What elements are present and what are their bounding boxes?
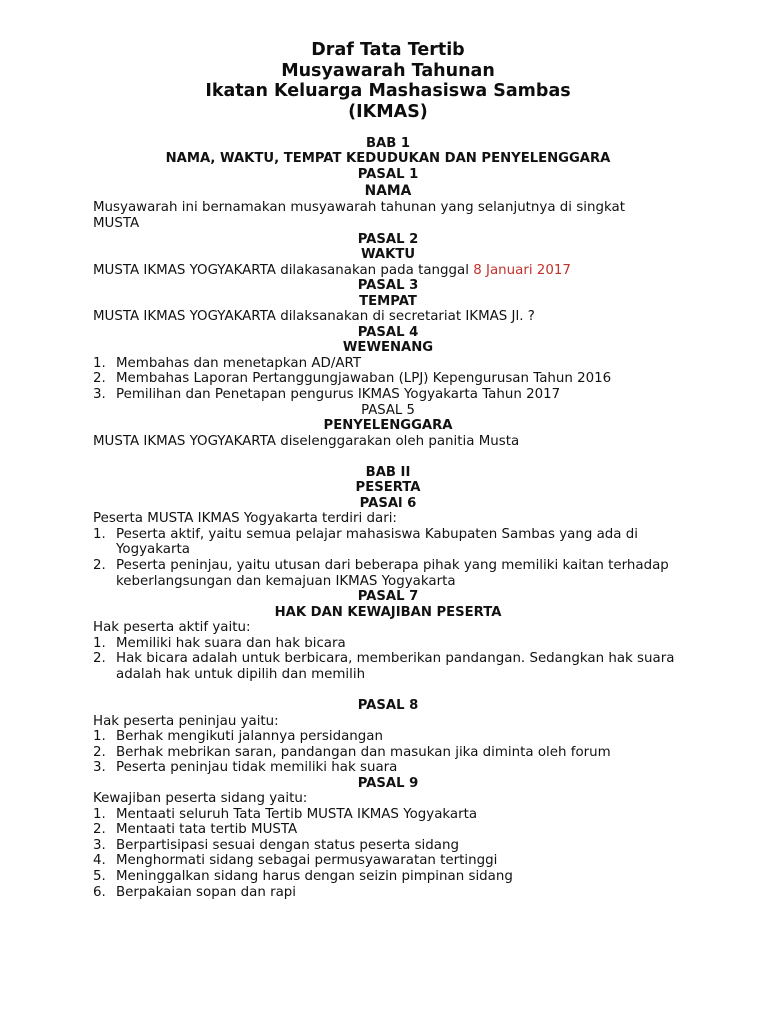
list-item <box>93 527 683 558</box>
pasal-7 <box>93 589 683 682</box>
list-item <box>93 387 683 403</box>
list-text: Memiliki hak suara dan hak bicara <box>116 635 346 651</box>
pasal-3-body: MUSTA IKMAS YOGYAKARTA dilaksanakan di secretariat IKMAS Jl. ? <box>93 309 535 325</box>
list-number: 2. <box>93 371 106 387</box>
pasal-1-body-line-1: Musyawarah ini bernamakan musyawarah tahunan yang selanjutnya di singkat <box>93 200 625 216</box>
pasal-2-body-text: MUSTA IKMAS YOGYAKARTA dilakasanakan pada tanggal <box>93 262 474 278</box>
title-line-2: Musyawarah Tahunan <box>281 60 495 81</box>
list-item <box>93 729 683 745</box>
pasal-2 <box>93 232 683 279</box>
pasal-5 <box>93 403 683 450</box>
pasal-2-body <box>93 263 683 279</box>
list-text: Berhak mebrikan saran, pandangan dan masukan jika diminta oleh forum <box>116 744 611 760</box>
list-item <box>93 651 683 682</box>
list-number: 2. <box>93 558 106 574</box>
pasal-7-label: PASAL 7 <box>357 589 419 605</box>
bab-1-label: BAB 1 <box>365 135 411 151</box>
list-number: 1. <box>93 806 106 822</box>
pasal-8-intro: Hak peserta peninjau yaitu: <box>93 713 279 729</box>
title-line-1: Draf Tata Tertib <box>311 40 465 60</box>
document-page <box>93 40 683 900</box>
list-number: 6. <box>93 884 106 900</box>
pasal-2-label: PASAL 2 <box>357 231 419 247</box>
list-text: Mentaati tata tertib MUSTA <box>116 822 298 838</box>
list-text: Pemilihan dan Penetapan pengurus IKMAS Yogyakarta Tahun 2017 <box>116 387 561 403</box>
list-text: Membahas Laporan Pertanggungjawaban (LPJ) Kepengurusan Tahun 2016 <box>116 371 612 387</box>
list-text: Berpartisipasi sesuai dengan status peserta sidang <box>116 837 459 853</box>
pasal-6 <box>93 496 683 589</box>
list-number: 3. <box>93 387 106 403</box>
list-text: Peserta peninjau tidak memiliki hak suara <box>116 760 398 776</box>
list-item <box>93 853 683 869</box>
pasal-8 <box>93 698 683 776</box>
list-number: 2. <box>93 822 106 838</box>
pasal-9 <box>93 776 683 900</box>
list-number: 2. <box>93 744 106 760</box>
pasal-1-label: PASAL 1 <box>357 166 419 182</box>
pasal-5-body: MUSTA IKMAS YOGYAKARTA diselenggarakan oleh panitia Musta <box>93 433 520 449</box>
bab-2-label: BAB II <box>365 464 411 480</box>
list-item <box>93 822 683 838</box>
list-number: 2. <box>93 651 106 667</box>
pasal-9-intro: Kewajiban peserta sidang yaitu: <box>93 791 308 807</box>
pasal-7-heading: HAK DAN KEWAJIBAN PESERTA <box>274 604 502 620</box>
list-item <box>93 636 683 652</box>
pasal-1 <box>93 167 683 232</box>
pasal-3 <box>93 278 683 325</box>
list-item <box>93 371 683 387</box>
list-text: Peserta peninjau, yaitu utusan dari beberapa pihak yang memiliki kaitan terhadap keberlangsungan dan kemajuan IKMAS Yogyakarta <box>116 558 669 589</box>
pasal-1-body-line-2: MUSTA <box>93 216 140 231</box>
list-item <box>93 356 683 372</box>
list-text: Hak bicara adalah untuk berbicara, memberikan pandangan. Sedangkan hak suara adalah hak untuk dipilih dan memilih <box>116 651 675 682</box>
list-number: 4. <box>93 853 106 869</box>
list-number: 1. <box>93 635 106 651</box>
pasal-3-label: PASAL 3 <box>357 278 419 294</box>
pasal-1-heading: NAMA <box>364 183 412 200</box>
date-highlight: 8 Januari 2017 <box>473 262 571 278</box>
bab-1-title: NAMA, WAKTU, TEMPAT KEDUDUKAN DAN PENYELENGGARA <box>165 151 611 167</box>
list-item <box>93 760 683 776</box>
document-title <box>93 40 683 123</box>
bab-2-section <box>93 465 683 900</box>
list-item <box>93 838 683 854</box>
list-text: Berhak mengikuti jalannya persidangan <box>116 729 383 745</box>
list-item <box>93 745 683 761</box>
bab-2-title: PESERTA <box>355 480 421 496</box>
pasal-9-label: PASAL 9 <box>357 775 419 791</box>
list-item <box>93 885 683 901</box>
pasal-7-intro: Hak peserta aktif yaitu: <box>93 620 251 636</box>
list-number: 5. <box>93 868 106 884</box>
list-item <box>93 807 683 823</box>
pasal-4-label: PASAL 4 <box>357 324 419 340</box>
list-number: 1. <box>93 355 106 371</box>
title-line-4: (IKMAS) <box>348 102 428 123</box>
pasal-5-heading: PENYELENGGARA <box>323 418 453 434</box>
pasal-5-label: PASAL 5 <box>361 402 415 418</box>
list-text: Membahas dan menetapkan AD/ART <box>116 355 361 371</box>
pasal-4-heading: WEWENANG <box>342 340 434 356</box>
pasal-6-label: PASAl 6 <box>359 495 417 511</box>
list-number: 3. <box>93 760 106 776</box>
pasal-3-heading: TEMPAT <box>359 293 417 309</box>
list-text: Menghormati sidang sebagai permusyawaratan tertinggi <box>116 853 498 869</box>
list-text: Berpakaian sopan dan rapi <box>116 884 297 900</box>
pasal-8-label: PASAL 8 <box>357 697 419 713</box>
pasal-4 <box>93 325 683 403</box>
spacer <box>93 682 683 698</box>
list-number: 1. <box>93 526 106 542</box>
list-number: 1. <box>93 729 106 745</box>
pasal-2-heading: WAKTU <box>360 247 416 263</box>
list-number: 3. <box>93 837 106 853</box>
list-item <box>93 869 683 885</box>
title-line-3: Ikatan Keluarga Mashasiswa Sambas <box>205 81 571 102</box>
list-text: Peserta aktif, yaitu semua pelajar mahasiswa Kabupaten Sambas yang ada di Yogyakarta <box>116 526 638 558</box>
list-text: Meninggalkan sidang harus dengan seizin pimpinan sidang <box>116 868 513 884</box>
pasal-6-intro: Peserta MUSTA IKMAS Yogyakarta terdiri dari: <box>93 511 397 527</box>
spacer <box>93 449 683 465</box>
list-text: Mentaati seluruh Tata Tertib MUSTA IKMAS Yogyakarta <box>116 806 478 822</box>
list-item <box>93 558 683 589</box>
bab-1-section <box>93 136 683 449</box>
